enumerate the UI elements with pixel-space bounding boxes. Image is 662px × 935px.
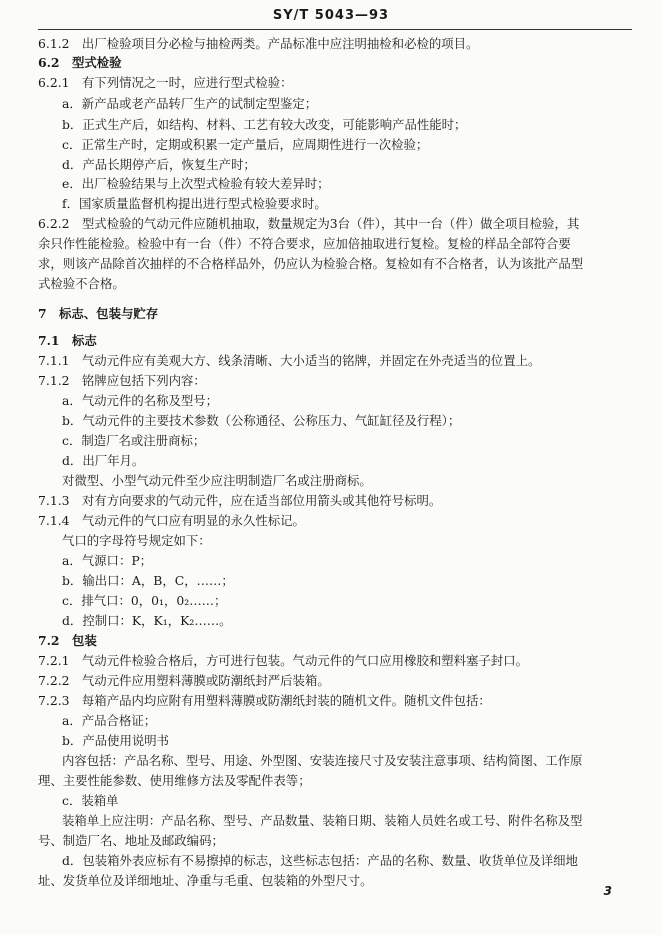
heading-6-2: 6.2 型式检验 [38, 55, 122, 70]
paragraph-line: 址、发货单位及详细地址、净重与毛重、包装箱的外型尺寸。 [38, 873, 373, 888]
paragraph-line: 求，则该产品除首次抽样的不合格样品外，仍应认为检验合格。复检如有不合格者，认为该批产品型 [38, 256, 584, 271]
list-item: c．装箱单 [62, 793, 119, 808]
paragraph-line: 理、主要性能参数、使用维修方法及零配件表等； [38, 773, 311, 788]
list-item: f．国家质量监督机构提出进行型式检验要求时。 [62, 196, 327, 211]
list-item: d．出厂年月。 [62, 453, 145, 468]
heading-7-1: 7.1 标志 [38, 333, 97, 348]
clause-6-2-2: 6.2.2 型式检验的气动元件应随机抽取，数量规定为3台（件），其中一台（件）做全项目检验，其 [38, 216, 580, 231]
paragraph-line: 余只作性能检验。检验中有一台（件）不符合要求，应加倍抽取进行复检。复检的样品全部符合要 [38, 236, 571, 251]
list-item: a．气源口：P； [62, 553, 153, 568]
list-item: b．正式生产后，如结构、材料、工艺有较大改变，可能影响产品性能时； [62, 117, 467, 132]
heading-7-2: 7.2 包装 [38, 633, 97, 648]
list-item: d．控制口：K，K₁，K₂……。 [62, 613, 232, 628]
list-item: b．产品使用说明书 [62, 733, 170, 748]
paragraph-line: 号、制造厂名、地址及邮政编码； [38, 833, 224, 848]
header-rule [38, 29, 632, 30]
list-item: c．排气口：0，0₁，0₂……； [62, 593, 227, 608]
note-line: 对微型、小型气动元件至少应注明制造厂名或注册商标。 [62, 473, 372, 488]
list-item: c．制造厂名或注册商标； [62, 433, 206, 448]
section-7-title: 7 标志、包装与贮存 [38, 306, 159, 321]
page-number: 3 [603, 884, 612, 898]
list-item: a．新产品或老产品转厂生产的试制定型鉴定； [62, 96, 318, 111]
note-line: 气口的字母符号规定如下： [62, 533, 211, 548]
list-item: d．产品长期停产后，恢复生产时； [62, 157, 256, 172]
clause-6-1-2: 6.1.2 出厂检验项目分必检与抽检两类。产品标准中应注明抽检和必检的项目。 [38, 36, 479, 51]
list-item: e．出厂检验结果与上次型式检验有较大差异时； [62, 176, 330, 191]
clause-7-1-1: 7.1.1 气动元件应有美观大方、线条清晰、大小适当的铭牌，并固定在外壳适当的位置上。 [38, 353, 541, 368]
standard-header: SY/T 5043—93 [272, 8, 390, 23]
list-item: b．输出口：A，B，C，……； [62, 573, 234, 588]
clause-7-1-3: 7.1.3 对有方向要求的气动元件，应在适当部位用箭头或其他符号标明。 [38, 493, 442, 508]
clause-7-1-2: 7.1.2 铭牌应包括下列内容： [38, 373, 206, 388]
list-item: c．正常生产时，定期或积累一定产量后，应周期性进行一次检验； [62, 137, 429, 152]
list-item: d．包装箱外表应标有不易擦掉的标志，这些标志包括：产品的名称、数量、收货单位及详细地 [62, 853, 578, 868]
clause-6-2-1: 6.2.1 有下列情况之一时，应进行型式检验： [38, 75, 293, 90]
clause-7-2-1: 7.2.1 气动元件检验合格后，方可进行包装。气动元件的气口应用橡胶和塑料塞子封口。 [38, 653, 528, 668]
list-item: a．产品合格证； [62, 713, 157, 728]
clause-7-2-2: 7.2.2 气动元件应用塑料薄膜或防潮纸封严后装箱。 [38, 673, 330, 688]
list-item: b．气动元件的主要技术参数（公称通径、公称压力、气缸缸径及行程）； [62, 413, 461, 428]
clause-7-2-3: 7.2.3 每箱产品内均应附有用塑料薄膜或防潮纸封装的随机文件。随机文件包括： [38, 693, 491, 708]
paragraph-line: 装箱单上应注明：产品名称、型号、产品数量、装箱日期、装箱人员姓名或工号、附件名称及型 [62, 813, 583, 828]
paragraph-line: 内容包括：产品名称、型号、用途、外型图、安装连接尺寸及安装注意事项、结构简图、工作原 [62, 753, 583, 768]
paragraph-line: 式检验不合格。 [38, 276, 125, 291]
list-item: a．气动元件的名称及型号； [62, 393, 219, 408]
clause-7-1-4: 7.1.4 气动元件的气口应有明显的永久性标记。 [38, 513, 305, 528]
